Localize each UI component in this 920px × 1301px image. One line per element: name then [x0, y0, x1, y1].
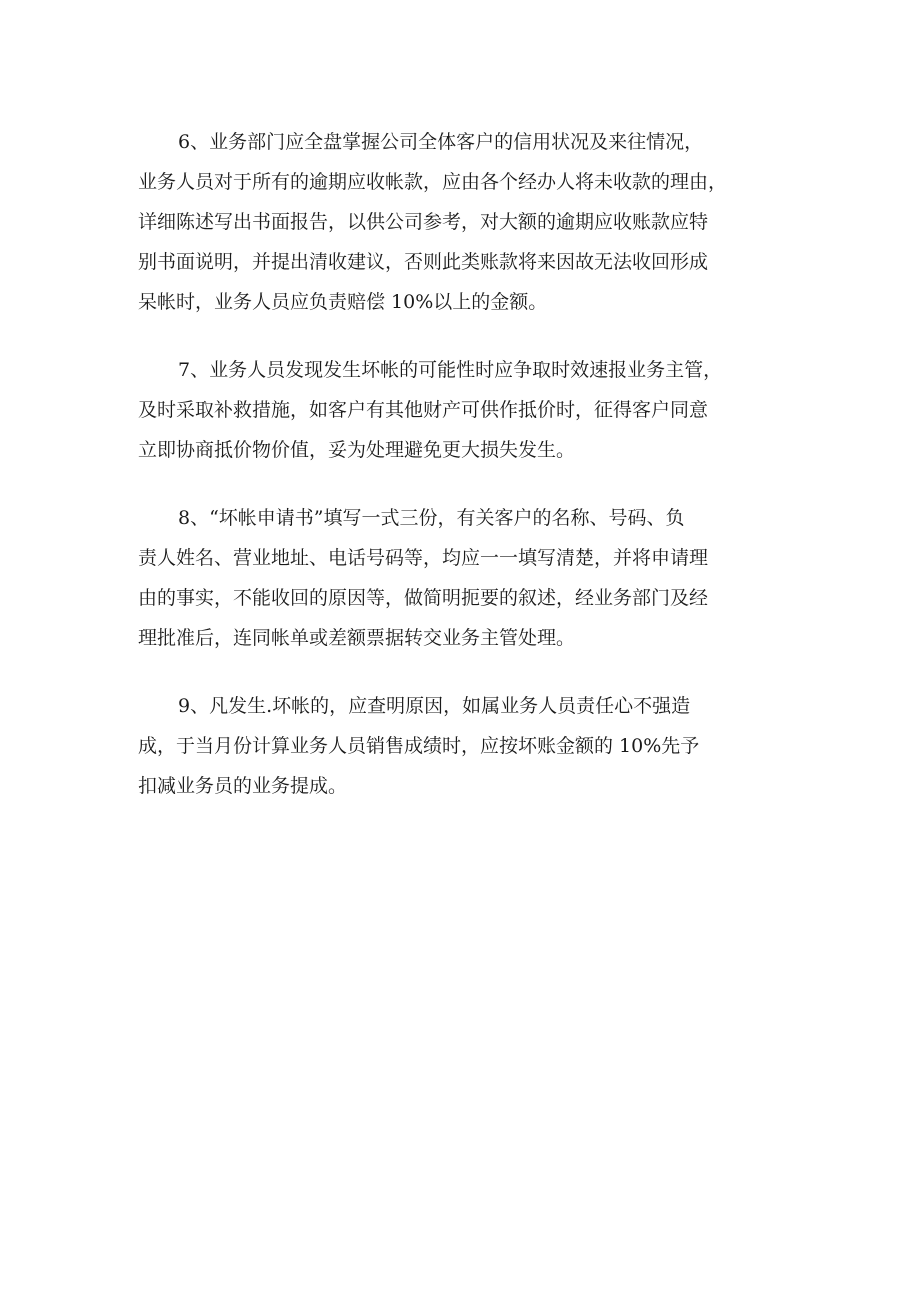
paragraph-line: 成，于当月份计算业务人员销售成绩时，应按坏账金额的 10%先予 — [138, 735, 700, 757]
paragraph-line: 详细陈述写出书面报告，以供公司参考，对大额的逾期应收账款应特 — [138, 211, 709, 233]
paragraph-line: 扣减业务员的业务提成。 — [138, 775, 348, 797]
paragraph-line: 立即协商抵价物价值，妥为处理避免更大损失发生。 — [138, 439, 576, 461]
paragraph-line: 7、业务人员发现发生坏帐的可能性时应争取时效速报业务主管， — [178, 359, 723, 381]
paragraph-line: 9、凡发生.坏帐的，应查明原因，如属业务人员责任心不强造 — [178, 695, 691, 717]
paragraph-item-6 — [138, 122, 838, 322]
paragraph-line: 6、业务部门应全盘掌握公司全体客户的信用状况及来往情况， — [178, 131, 704, 153]
document-body — [138, 122, 838, 834]
paragraph-item-9 — [138, 686, 838, 806]
paragraph-line: 业务人员对于所有的逾期应收帐款，应由各个经办人将未收款的理由， — [138, 171, 728, 193]
paragraph-line: 由的事实，不能收回的原因等，做简明扼要的叙述，经业务部门及经 — [138, 587, 709, 609]
paragraph-item-7 — [138, 350, 838, 470]
paragraph-line: 责人姓名、营业地址、电话号码等，均应一一填写清楚，并将申请理 — [138, 547, 709, 569]
paragraph-line: 及时采取补救措施，如客户有其他财产可供作抵价时，征得客户同意 — [138, 399, 709, 421]
paragraph-line: 理批准后，连同帐单或差额票据转交业务主管处理。 — [138, 627, 576, 649]
paragraph-line: 别书面说明，并提出清收建议，否则此类账款将来因故无法收回形成 — [138, 251, 709, 273]
paragraph-item-8 — [138, 498, 838, 658]
paragraph-line: 8、“坏帐申请书”填写一式三份，有关客户的名称、号码、负 — [178, 507, 685, 529]
paragraph-line: 呆帐时，业务人员应负责赔偿 10%以上的金额。 — [138, 291, 548, 313]
